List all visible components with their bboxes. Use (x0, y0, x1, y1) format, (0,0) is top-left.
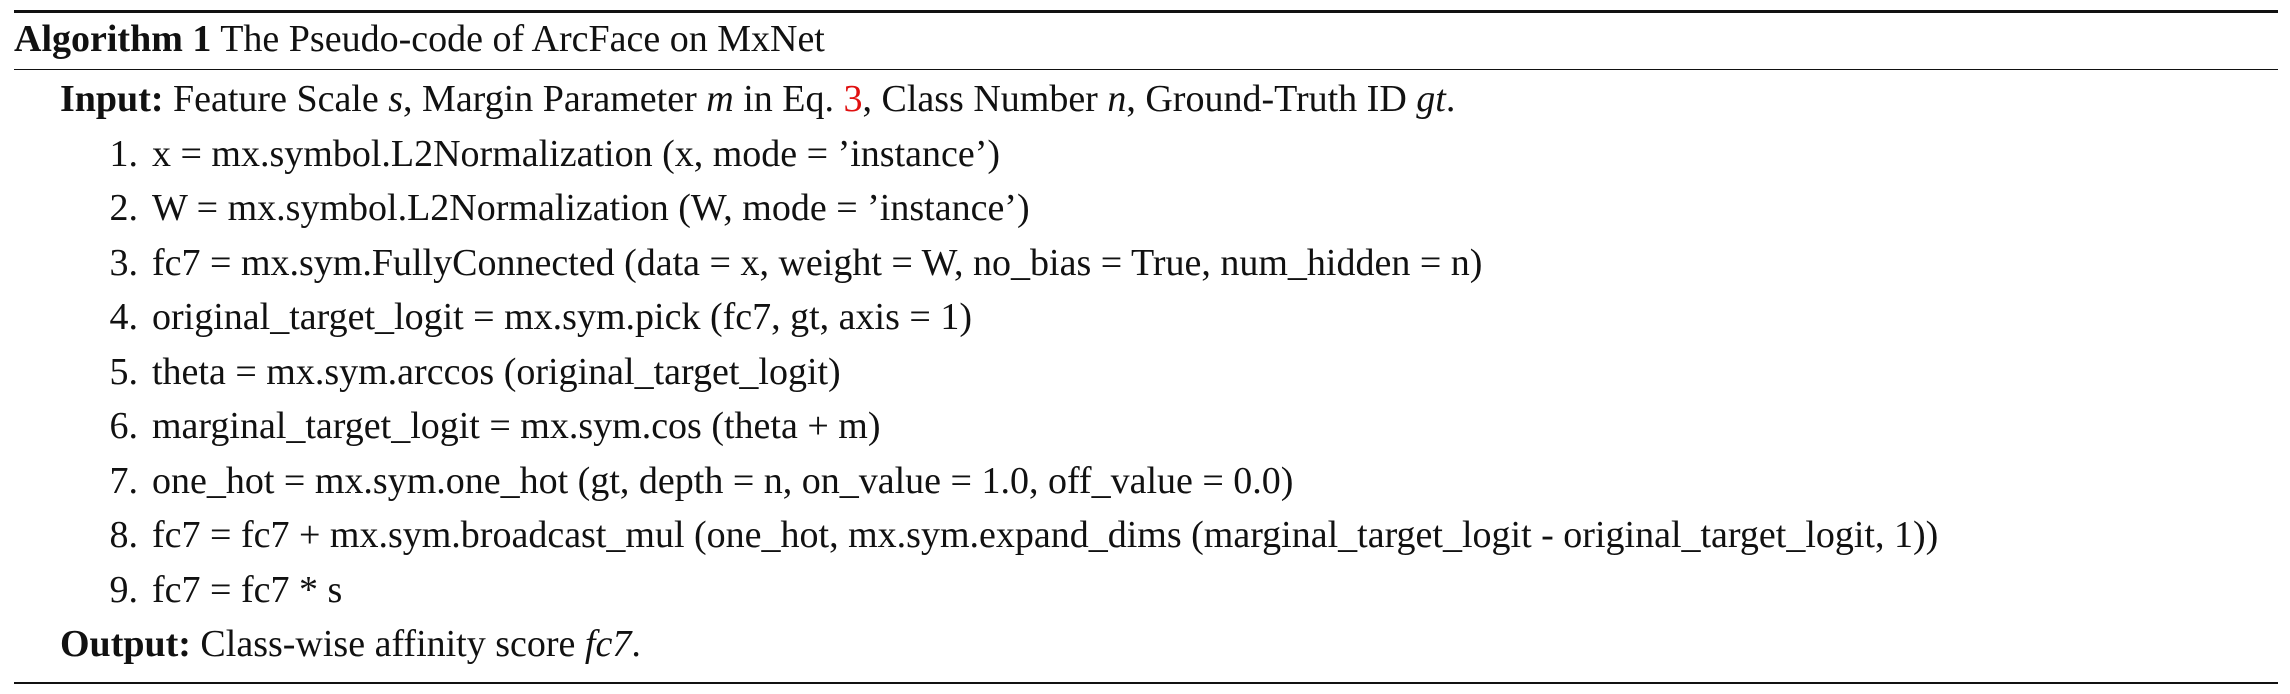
step-code: x = mx.symbol.L2Normalization (x, mode = ’instance’) (152, 132, 1001, 175)
algorithm-step (14, 345, 2278, 400)
input-line (14, 72, 2278, 127)
output-end: . (631, 623, 641, 665)
algorithm-step (14, 127, 2278, 182)
step-code: fc7 = mx.sym.FullyConnected (data = x, weight = W, no_bias = True, num_hidden = n) (152, 241, 1483, 284)
input-text-2: , Margin Parameter (403, 78, 697, 120)
step-number: 8. (109, 514, 138, 556)
step-number: 6. (109, 405, 138, 447)
input-var-s: s (388, 78, 404, 120)
input-end: . (1445, 78, 1456, 120)
step-number: 5. (109, 350, 138, 393)
step-number: 2. (109, 187, 138, 229)
step-number: 3. (109, 241, 138, 284)
step-code: fc7 = fc7 + mx.sym.broadcast_mul (one_hot, mx.sym.expand_dims (marginal_target_logit - original_target_logit, 1)) (152, 514, 1939, 556)
step-number: 1. (109, 132, 138, 175)
step-number: 7. (109, 459, 138, 502)
input-var-m: m (706, 78, 734, 120)
step-code: W = mx.symbol.L2Normalization (W, mode = ’instance’) (152, 187, 1030, 229)
step-code: marginal_target_logit = mx.sym.cos (theta + m) (152, 405, 881, 447)
output-var: fc7 (584, 623, 632, 665)
algorithm-label: Algorithm 1 (14, 18, 212, 60)
output-keyword: Output: (60, 623, 191, 665)
input-text-1: Feature Scale (173, 78, 379, 120)
algorithm-step (14, 290, 2278, 345)
output-line (14, 617, 2278, 672)
algorithm-body (14, 70, 2278, 672)
step-list (14, 127, 2278, 618)
algorithm-step (14, 508, 2278, 563)
input-keyword: Input: (60, 78, 164, 120)
equation-reference-link[interactable]: 3 (843, 78, 863, 120)
algorithm-caption (14, 13, 2278, 69)
algorithm-title: The Pseudo-code of ArcFace on MxNet (220, 18, 825, 60)
input-var-n: n (1107, 78, 1127, 120)
algorithm-step (14, 399, 2278, 454)
algorithm-step (14, 181, 2278, 236)
input-var-gt: gt (1416, 78, 1446, 120)
step-number: 9. (109, 568, 138, 611)
output-text: Class-wise affinity score (200, 623, 576, 665)
algorithm-step (14, 454, 2278, 509)
step-number: 4. (109, 296, 138, 338)
input-text-3: in Eq. (743, 78, 834, 120)
step-code: one_hot = mx.sym.one_hot (gt, depth = n, on_value = 1.0, off_value = 0.0) (152, 459, 1294, 502)
bottom-rule (14, 682, 2278, 684)
algorithm-step (14, 563, 2278, 618)
step-code: original_target_logit = mx.sym.pick (fc7, gt, axis = 1) (152, 296, 972, 338)
step-code: fc7 = fc7 * s (152, 568, 343, 611)
input-text-5: , Ground-Truth ID (1126, 78, 1407, 120)
algorithm-step (14, 236, 2278, 291)
algorithm-block (14, 10, 2278, 684)
step-code: theta = mx.sym.arccos (original_target_logit) (152, 350, 841, 393)
input-text-4: , Class Number (862, 78, 1098, 120)
